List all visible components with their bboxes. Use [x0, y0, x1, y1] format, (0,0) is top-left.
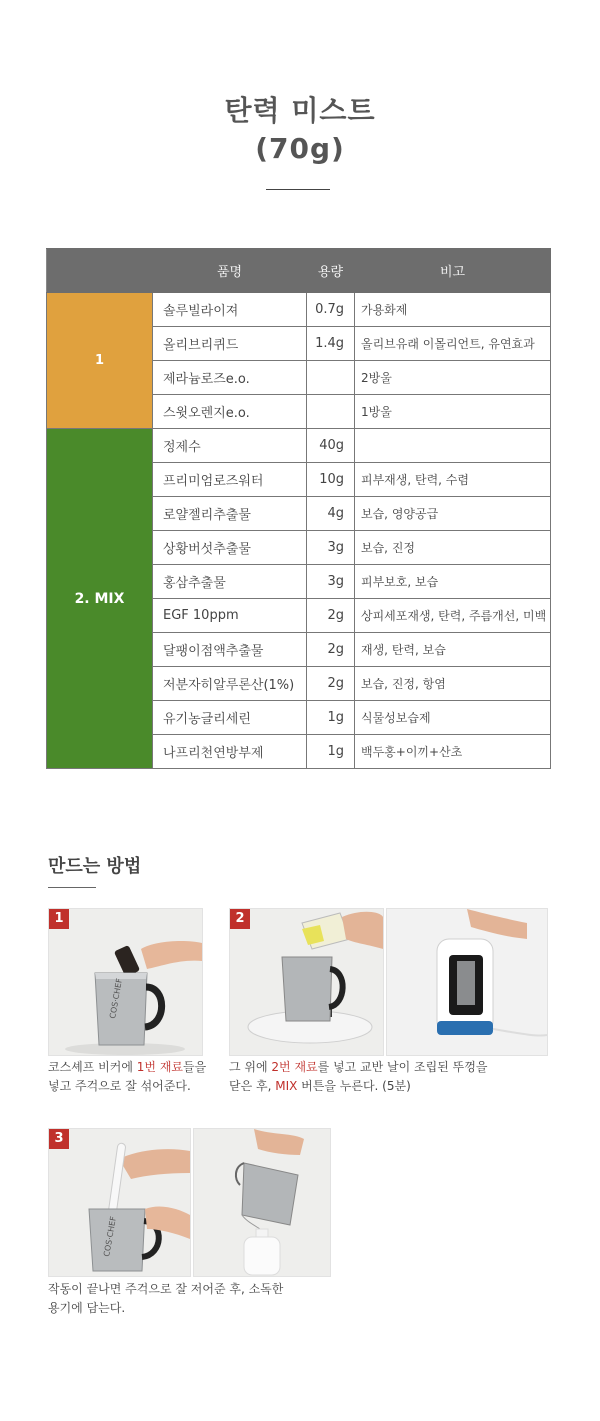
- step-number-badge: 2: [230, 909, 250, 929]
- title-divider: [266, 189, 330, 190]
- step-2-photo-b: [386, 908, 548, 1056]
- step-2-photo-a: [229, 908, 384, 1056]
- step-3-photo-b: [193, 1128, 331, 1277]
- ingredient-note: 상피세포재생, 탄력, 주름개선, 미백: [355, 599, 551, 633]
- step-3-photo-a: [48, 1128, 191, 1277]
- ingredient-amount: 2g: [307, 633, 355, 667]
- ingredient-name: 홍삼추출물: [153, 565, 307, 599]
- ingredient-note: 올리브유래 이몰리언트, 유연효과: [355, 327, 551, 361]
- ingredient-note: 보습, 진정: [355, 531, 551, 565]
- caption-text: 닫은 후,: [229, 1079, 276, 1093]
- ingredient-note: 가용화제: [355, 293, 551, 327]
- ingredient-name: EGF 10ppm: [153, 599, 307, 633]
- step-3-caption: [48, 1280, 283, 1318]
- scale-pour-illustration: [230, 909, 383, 1055]
- step-1-photo: [48, 908, 203, 1056]
- step-2-caption: [229, 1058, 487, 1096]
- ingredient-amount: 3g: [307, 531, 355, 565]
- ingredient-amount: 1.4g: [307, 327, 355, 361]
- ingredient-amount: [307, 395, 355, 429]
- header-name: 품명: [153, 249, 307, 293]
- title-line-2: (70g): [255, 132, 345, 165]
- group-label-1: 1: [47, 293, 153, 429]
- ingredient-name: 나프리천연방부제: [153, 735, 307, 769]
- header-amount: 용량: [307, 249, 355, 293]
- cup-label: COS·CHEF: [108, 977, 125, 1020]
- table-row: [47, 429, 551, 463]
- step-number-badge: 3: [49, 1129, 69, 1149]
- mixer-machine-illustration: [387, 909, 547, 1055]
- ingredient-name: 스윗오렌지e.o.: [153, 395, 307, 429]
- bottling-illustration: [194, 1129, 330, 1276]
- header-note: 비고: [355, 249, 551, 293]
- ingredient-name: 정제수: [153, 429, 307, 463]
- ingredient-note: 보습, 진정, 항염: [355, 667, 551, 701]
- ingredient-name: 저분자히알루론산(1%): [153, 667, 307, 701]
- ingredient-note: 백두홍+이끼+산초: [355, 735, 551, 769]
- page-title: [0, 92, 600, 168]
- method-divider: [48, 887, 96, 888]
- ingredient-note: 2방울: [355, 361, 551, 395]
- ingredient-amount: 10g: [307, 463, 355, 497]
- ingredient-name: 달팽이점액추출물: [153, 633, 307, 667]
- table-header-row: [47, 249, 551, 293]
- ingredient-table: [46, 248, 551, 769]
- title-line-1: 탄력 미스트: [224, 94, 376, 127]
- ingredient-amount: 1g: [307, 701, 355, 735]
- ingredient-name: 로얄젤리추출물: [153, 497, 307, 531]
- table-row: [47, 293, 551, 327]
- caption-text: 용기에 담는다.: [48, 1301, 126, 1315]
- ingredient-note: 식물성보습제: [355, 701, 551, 735]
- caption-text: 코스셰프 비커에: [48, 1060, 137, 1074]
- caption-text: 넣고 주걱으로 잘 섞어준다.: [48, 1079, 191, 1093]
- caption-text: 들을: [183, 1060, 207, 1074]
- beaker-pour-illustration: [49, 909, 202, 1055]
- ingredient-amount: 1g: [307, 735, 355, 769]
- ingredient-note: 재생, 탄력, 보습: [355, 633, 551, 667]
- ingredient-note: [355, 429, 551, 463]
- header-group: [47, 249, 153, 293]
- ingredient-amount: 40g: [307, 429, 355, 463]
- ingredient-name: 유기농글리세린: [153, 701, 307, 735]
- ingredient-amount: [307, 361, 355, 395]
- step-number-badge: 1: [49, 909, 69, 929]
- group-label-2: 2. MIX: [47, 429, 153, 769]
- ingredient-note: 보습, 영양공급: [355, 497, 551, 531]
- caption-highlight: 1번 재료: [136, 1060, 184, 1074]
- ingredient-note: 피부보호, 보습: [355, 565, 551, 599]
- caption-text: 를 넣고 교반 날이 조립된 뚜껑을: [317, 1060, 488, 1074]
- ingredient-name: 올리브리퀴드: [153, 327, 307, 361]
- ingredient-name: 제라늄로즈e.o.: [153, 361, 307, 395]
- ingredient-amount: 3g: [307, 565, 355, 599]
- ingredient-name: 프리미엄로즈워터: [153, 463, 307, 497]
- cup-label: COS·CHEF: [102, 1215, 119, 1258]
- caption-highlight: 2번 재료: [271, 1060, 318, 1074]
- stirring-illustration: [49, 1129, 190, 1276]
- ingredient-amount: 2g: [307, 667, 355, 701]
- caption-text: 버튼을 누른다. (5분): [297, 1079, 411, 1093]
- step-1-caption: [48, 1058, 206, 1096]
- caption-highlight: MIX: [275, 1079, 298, 1093]
- ingredient-note: 1방울: [355, 395, 551, 429]
- caption-text: 그 위에: [229, 1060, 272, 1074]
- caption-text: 작동이 끝나면 주걱으로 잘 저어준 후, 소독한: [48, 1282, 284, 1296]
- ingredient-name: 솔루빌라이져: [153, 293, 307, 327]
- method-title: 만드는 방법: [48, 856, 142, 877]
- ingredient-amount: 4g: [307, 497, 355, 531]
- ingredient-amount: 0.7g: [307, 293, 355, 327]
- ingredient-note: 피부재생, 탄력, 수렴: [355, 463, 551, 497]
- ingredient-name: 상황버섯추출물: [153, 531, 307, 565]
- ingredient-amount: 2g: [307, 599, 355, 633]
